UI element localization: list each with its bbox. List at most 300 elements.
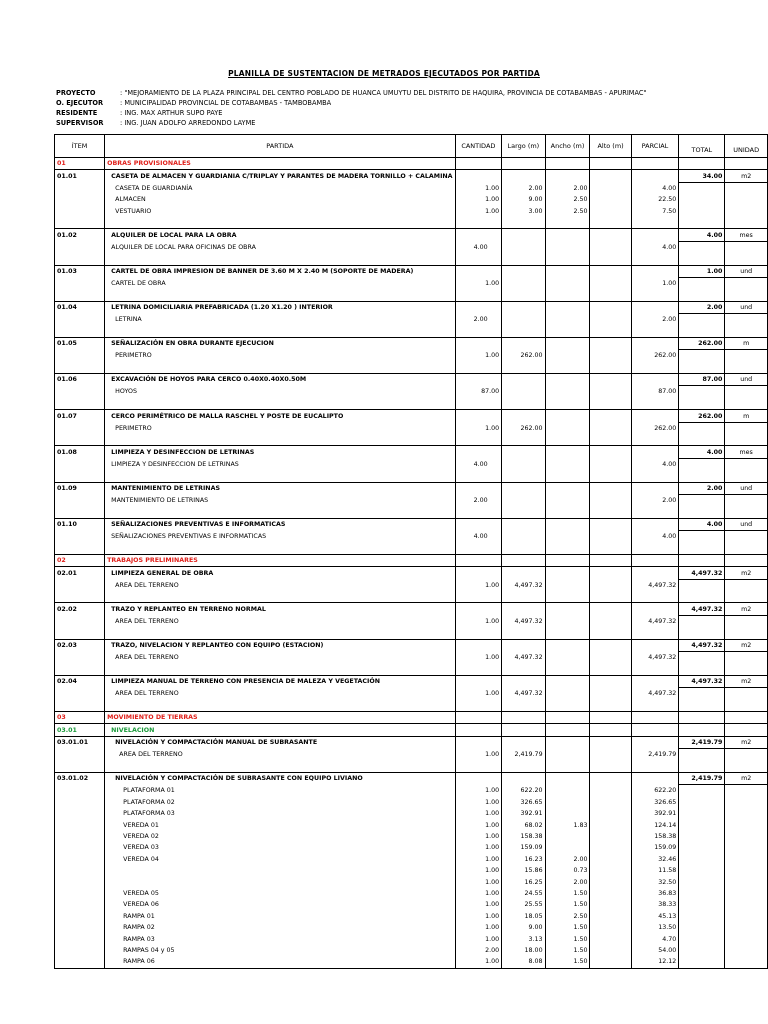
cell-partida [105,591,455,603]
table-row [55,736,768,748]
table-detail-row [55,899,768,910]
cell-parcial: 2.00 [631,314,679,326]
table-detail-row [55,854,768,865]
cell-parcial: 38.33 [631,899,679,910]
cell-partida [105,325,455,337]
cell-unidad: m2 [725,675,768,687]
table-row [55,518,768,530]
cell-parcial [631,700,679,712]
info-row-residente [56,109,647,119]
cell-total [679,434,725,446]
table-detail-row [55,911,768,922]
cell-cantidad: 1.00 [455,831,502,842]
cell-item: 01.07 [55,410,105,422]
cell-largo: 18.00 [502,945,545,956]
cell-ancho [545,700,590,712]
cell-partida: VEREDA 04 [105,854,455,865]
info-label: RESIDENTE [56,109,98,117]
info-row-supervisor [56,119,647,129]
cell-largo [502,158,545,170]
cell-cantidad [455,591,502,603]
table-detail-row [55,922,768,933]
cell-item: 03.01 [55,724,105,736]
cell-alto [590,724,631,736]
cell-unidad [725,362,768,374]
cell-total [679,422,725,434]
cell-total: 34.00 [679,170,725,182]
cell-cantidad [455,700,502,712]
cell-unidad [725,933,768,944]
cell-unidad: m [725,410,768,422]
cell-item [55,241,105,253]
cell-largo [502,446,545,458]
cell-alto [590,337,631,349]
cell-unidad [725,749,768,761]
cell-parcial: 4.00 [631,182,679,194]
cell-largo [502,482,545,494]
cell-parcial [631,627,679,639]
cell-parcial [631,217,679,229]
cell-total [679,842,725,853]
cell-parcial: 622.20 [631,785,679,797]
cell-alto [590,761,631,773]
cell-ancho [545,761,590,773]
table-detail-row [55,277,768,289]
cell-parcial [631,289,679,301]
cell-item [55,325,105,337]
cell-ancho [545,688,590,700]
cell-parcial: 45.13 [631,911,679,922]
cell-partida: TRAZO Y REPLANTEO EN TERRENO NORMAL [105,603,455,615]
col-header-ancho: Ancho (m) [545,135,590,158]
cell-alto [590,854,631,865]
table-detail-row [55,945,768,956]
cell-alto [590,819,631,830]
cell-item [55,314,105,326]
cell-parcial: 4.00 [631,531,679,543]
cell-parcial [631,603,679,615]
cell-partida: CERCO PERIMÉTRICO DE MALLA RASCHEL Y POSTE DE EUCALIPTO [105,410,455,422]
cell-largo [502,410,545,422]
cell-unidad [725,314,768,326]
cell-ancho [545,579,590,591]
cell-unidad [725,819,768,830]
cell-largo: 159.09 [502,842,545,853]
cell-unidad [725,899,768,910]
cell-total [679,785,725,797]
cell-partida [105,398,455,410]
cell-alto [590,842,631,853]
cell-ancho [545,386,590,398]
cell-cantidad: 1.00 [455,652,502,664]
cell-item [55,797,105,808]
cell-unidad [725,458,768,470]
cell-partida [105,865,455,876]
table-spacer-row [55,253,768,265]
cell-item: 01 [55,158,105,170]
cell-parcial [631,554,679,566]
cell-unidad [725,543,768,555]
cell-parcial: 262.00 [631,422,679,434]
table-spacer-row [55,543,768,555]
cell-partida: AREA DEL TERRENO [105,749,455,761]
cell-cantidad: 1.00 [455,350,502,362]
cell-parcial: 392.91 [631,808,679,819]
cell-cantidad [455,158,502,170]
cell-ancho [545,241,590,253]
cell-ancho [545,749,590,761]
cell-cantidad: 1.00 [455,899,502,910]
info-value: : MUNICIPALIDAD PROVINCIAL DE COTABAMBAS - TAMBOBAMBA [120,99,332,107]
cell-largo: 3.00 [502,206,545,217]
cell-parcial: 4.00 [631,241,679,253]
cell-item [55,922,105,933]
cell-partida: NIVELACION [105,724,455,736]
cell-partida: TRABAJOS PRELIMINARES [105,554,455,566]
cell-partida [105,217,455,229]
table-spacer-row [55,434,768,446]
col-header-cantidad: CANTIDAD [455,135,502,158]
cell-item [55,888,105,899]
cell-partida [105,876,455,887]
table-detail-row [55,933,768,944]
cell-largo [502,241,545,253]
cell-cantidad [455,518,502,530]
cell-ancho: 1.50 [545,945,590,956]
cell-parcial [631,410,679,422]
cell-unidad [725,325,768,337]
cell-partida [105,253,455,265]
cell-cantidad: 4.00 [455,531,502,543]
cell-cantidad: 1.00 [455,888,502,899]
cell-total [679,956,725,968]
cell-partida: AREA DEL TERRENO [105,688,455,700]
table-spacer-row [55,761,768,773]
cell-largo [502,736,545,748]
cell-alto [590,241,631,253]
cell-cantidad [455,362,502,374]
table-row [55,374,768,386]
cell-ancho [545,217,590,229]
cell-alto [590,865,631,876]
cell-ancho: 1.50 [545,899,590,910]
cell-cantidad [455,639,502,651]
cell-parcial [631,761,679,773]
cell-partida: MANTENIMIENTO DE LETRINAS [105,494,455,506]
col-header-unidad: UNIDAD [725,135,768,158]
cell-ancho [545,627,590,639]
cell-unidad [725,663,768,675]
table-spacer-row [55,398,768,410]
cell-total [679,158,725,170]
table-detail-row [55,422,768,434]
cell-item: 01.10 [55,518,105,530]
col-header-alto: Alto (m) [590,135,631,158]
cell-unidad [725,422,768,434]
cell-parcial [631,724,679,736]
cell-largo [502,458,545,470]
cell-largo [502,675,545,687]
table-section-row [55,724,768,736]
cell-unidad [725,494,768,506]
cell-unidad: mes [725,229,768,241]
cell-parcial [631,325,679,337]
cell-parcial: 4.00 [631,458,679,470]
cell-ancho [545,350,590,362]
table-row [55,567,768,579]
cell-partida: AREA DEL TERRENO [105,579,455,591]
cell-partida: CARTEL DE OBRA IMPRESION DE BANNER DE 3.60 M X 2.40 M (SOPORTE DE MADERA) [105,265,455,277]
cell-cantidad [455,567,502,579]
cell-parcial [631,253,679,265]
cell-total: 4.00 [679,446,725,458]
cell-alto [590,362,631,374]
cell-item: 01.02 [55,229,105,241]
table-detail-row [55,531,768,543]
cell-unidad [725,158,768,170]
cell-largo [502,567,545,579]
cell-total [679,579,725,591]
cell-total [679,711,725,723]
table-detail-row [55,494,768,506]
table-row [55,170,768,182]
cell-unidad [725,945,768,956]
cell-partida: RAMPA 03 [105,933,455,944]
cell-alto [590,772,631,784]
cell-parcial: 32.46 [631,854,679,865]
cell-alto [590,700,631,712]
cell-ancho: 2.50 [545,206,590,217]
cell-partida: VEREDA 05 [105,888,455,899]
table-detail-row [55,831,768,842]
table-spacer-row [55,700,768,712]
cell-ancho [545,482,590,494]
cell-partida: VEREDA 01 [105,819,455,830]
cell-unidad [725,785,768,797]
metrados-table [54,134,768,969]
cell-unidad: und [725,374,768,386]
cell-parcial: 4.70 [631,933,679,944]
cell-partida: ALQUILER DE LOCAL PARA LA OBRA [105,229,455,241]
cell-ancho: 2.00 [545,854,590,865]
cell-unidad [725,253,768,265]
cell-cantidad [455,761,502,773]
table-detail-row [55,956,768,968]
table-detail-row [55,688,768,700]
cell-partida [105,470,455,482]
cell-cantidad: 87.00 [455,386,502,398]
cell-total [679,808,725,819]
cell-largo [502,711,545,723]
cell-alto [590,158,631,170]
cell-partida: PERIMETRO [105,422,455,434]
table-section-row [55,711,768,723]
cell-alto [590,206,631,217]
cell-parcial [631,567,679,579]
col-header-parcial: PARCIAL [631,135,679,158]
cell-alto [590,422,631,434]
cell-alto [590,314,631,326]
cell-cantidad: 1.00 [455,615,502,627]
table-detail-row [55,876,768,887]
cell-parcial [631,301,679,313]
cell-alto [590,554,631,566]
cell-item [55,945,105,956]
cell-ancho [545,842,590,853]
cell-alto [590,182,631,194]
info-value: : "MEJORAMIENTO DE LA PLAZA PRINCIPAL DEL CENTRO POBLADO DE HUANCA UMUYTU DEL DISTRITO DE HAQUIRA, PROVINCIA DE COTABAMBAS - APURIMAC" [120,89,647,97]
col-header-item: ÍTEM [55,135,105,158]
cell-total [679,194,725,205]
cell-item: 01.03 [55,265,105,277]
cell-partida: LIMPIEZA GENERAL DE OBRA [105,567,455,579]
table-row [55,675,768,687]
cell-total: 2.00 [679,301,725,313]
cell-ancho [545,314,590,326]
cell-cantidad [455,229,502,241]
cell-parcial [631,398,679,410]
table-detail-row [55,350,768,362]
cell-largo: 2,419.79 [502,749,545,761]
table-row [55,639,768,651]
cell-parcial: 326.65 [631,797,679,808]
cell-total [679,922,725,933]
cell-ancho [545,458,590,470]
cell-item [55,253,105,265]
cell-item: 02.03 [55,639,105,651]
cell-ancho [545,567,590,579]
cell-item [55,663,105,675]
table-detail-row [55,842,768,853]
cell-partida: PERIMETRO [105,350,455,362]
table-detail-row [55,386,768,398]
cell-cantidad: 1.00 [455,956,502,968]
cell-alto [590,482,631,494]
cell-ancho [545,603,590,615]
cell-partida: ALQUILER DE LOCAL PARA OFICINAS DE OBRA [105,241,455,253]
cell-item [55,386,105,398]
cell-partida: EXCAVACIÓN DE HOYOS PARA CERCO 0.40X0.40X0.50M [105,374,455,386]
cell-unidad [725,724,768,736]
cell-ancho [545,506,590,518]
cell-unidad [725,876,768,887]
cell-partida: HOYOS [105,386,455,398]
cell-ancho [545,170,590,182]
cell-ancho [545,289,590,301]
cell-item: 01.09 [55,482,105,494]
cell-largo [502,554,545,566]
cell-unidad [725,615,768,627]
cell-largo [502,289,545,301]
cell-largo [502,217,545,229]
cell-alto [590,567,631,579]
cell-alto [590,711,631,723]
cell-ancho: 2.50 [545,194,590,205]
cell-partida: CASETA DE GUARDIANÍA [105,182,455,194]
cell-alto [590,639,631,651]
cell-parcial: 4,497.32 [631,615,679,627]
cell-largo: 4,497.32 [502,615,545,627]
cell-alto [590,933,631,944]
cell-cantidad: 1.00 [455,922,502,933]
cell-cantidad [455,603,502,615]
cell-alto [590,652,631,664]
cell-total: 4.00 [679,229,725,241]
cell-cantidad [455,253,502,265]
cell-largo: 16.25 [502,876,545,887]
col-header-partida: PARTIDA [105,135,455,158]
cell-ancho [545,531,590,543]
cell-cantidad [455,446,502,458]
cell-item: 01.05 [55,337,105,349]
cell-unidad: m [725,337,768,349]
cell-total: 4,497.32 [679,603,725,615]
cell-total [679,470,725,482]
cell-alto [590,627,631,639]
cell-total [679,749,725,761]
cell-alto [590,253,631,265]
cell-alto [590,615,631,627]
cell-ancho: 1.83 [545,819,590,830]
cell-total [679,876,725,887]
cell-item [55,206,105,217]
cell-largo: 4,497.32 [502,579,545,591]
table-section-row [55,554,768,566]
cell-cantidad [455,506,502,518]
cell-item [55,615,105,627]
cell-largo [502,386,545,398]
cell-ancho [545,494,590,506]
table-detail-row [55,797,768,808]
cell-unidad [725,579,768,591]
cell-unidad [725,888,768,899]
cell-alto [590,217,631,229]
cell-alto [590,170,631,182]
cell-ancho [545,301,590,313]
table-row [55,265,768,277]
cell-cantidad [455,736,502,748]
cell-item [55,785,105,797]
cell-largo [502,639,545,651]
cell-partida: PLATAFORMA 03 [105,808,455,819]
cell-alto [590,386,631,398]
cell-alto [590,808,631,819]
table-spacer-row [55,627,768,639]
cell-unidad [725,761,768,773]
cell-total [679,182,725,194]
cell-parcial: 2,419.79 [631,749,679,761]
cell-alto [590,494,631,506]
cell-partida [105,627,455,639]
cell-alto [590,374,631,386]
cell-cantidad: 2.00 [455,494,502,506]
table-spacer-row [55,325,768,337]
cell-largo: 9.00 [502,194,545,205]
cell-largo: 4,497.32 [502,652,545,664]
cell-alto [590,603,631,615]
cell-ancho [545,422,590,434]
cell-item: 01.04 [55,301,105,313]
cell-total [679,277,725,289]
cell-item: 01.01 [55,170,105,182]
project-info [56,89,647,129]
cell-alto [590,736,631,748]
cell-total: 4,497.32 [679,639,725,651]
cell-item [55,911,105,922]
cell-unidad [725,217,768,229]
cell-ancho: 1.50 [545,888,590,899]
cell-unidad [725,506,768,518]
